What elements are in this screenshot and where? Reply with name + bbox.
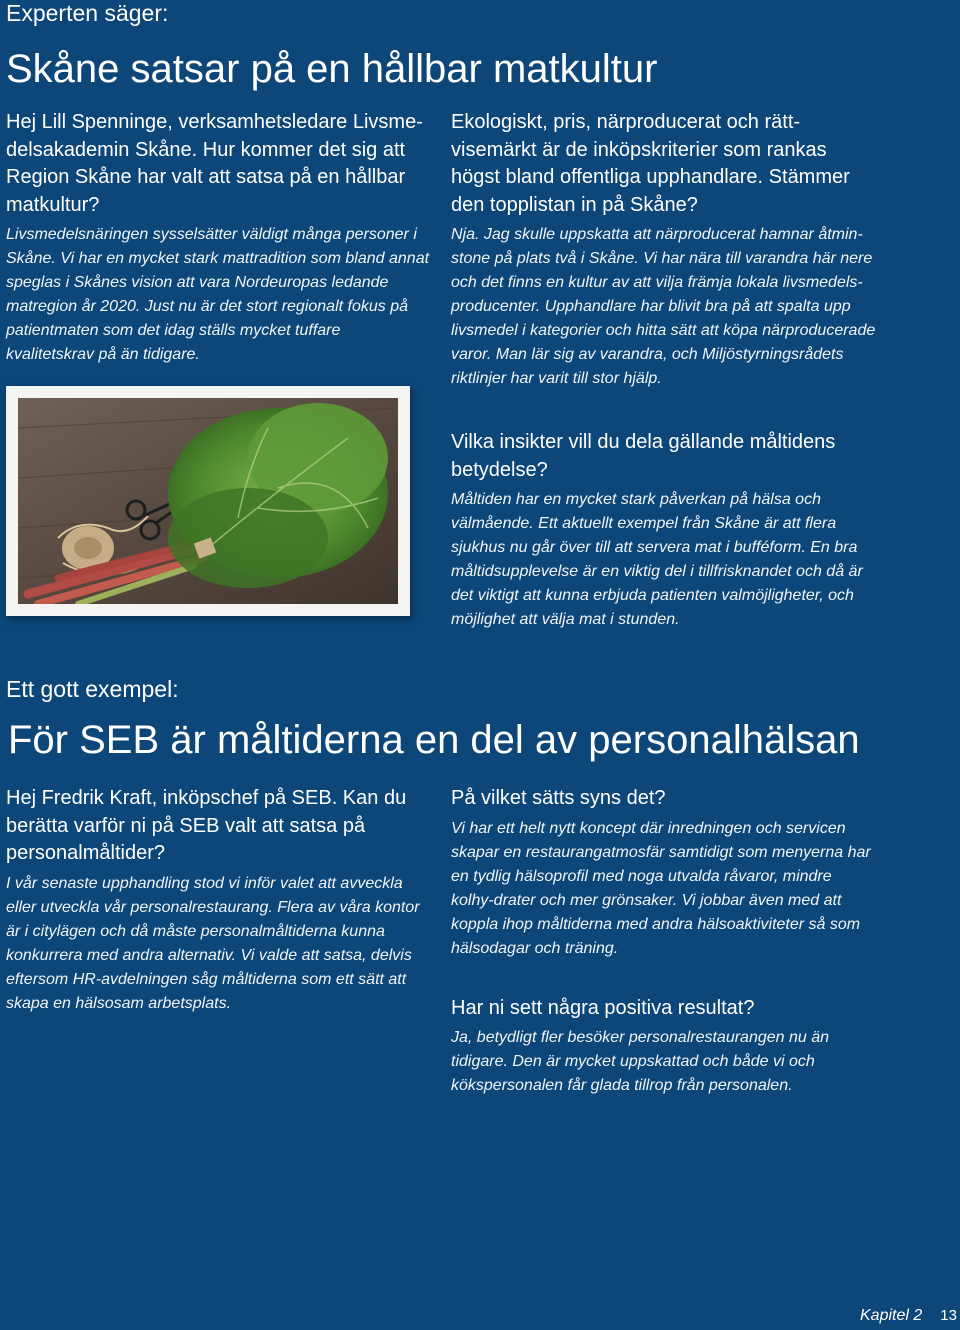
section1-left-column (6, 109, 431, 367)
section2-right-answer-1: Vi har ett helt nytt koncept där inredningen och servicen skapar en restaurangatmosfär samtidigt som menyerna har en tydlig hälsoprofil med noga utvalda råvaror, mindre kolhy-drater och mer grönsaker. Vi jobbar även med att koppla ihop måltiderna med andra hälsoaktiviteter så som hälsodagar och träning. (451, 819, 871, 957)
section1-right-answer-1: Nja. Jag skulle uppskatta att närproducerat hamnar åtmin-stone på plats två i Skåne. Vi har nära till varandra här nere och det finns en kultur av att vilja främja lokala livsmedels-producenter. Upphandlare har blivit bra på att spalta upp livsmedel i kategorier och hitta sätt att köpa närproducerade varor. Man lär sig av varandra, och Miljöstyrningsrådets riktlinjer har varit till stor hjälp. (451, 226, 876, 387)
section2-right-question-1: På vilket sätts syns det? (451, 787, 666, 809)
section2-right-column (451, 785, 876, 1098)
section2-headline: För SEB är måltiderna en del av personalhälsan (8, 718, 860, 762)
section2-kicker: Ett gott exempel: (6, 676, 179, 702)
section1-right-question-1: Ekologiskt, pris, närproducerat och rätt-visemärkt är de inköpskriterier som rankas högst bland offentliga upphandlare. Stämmer den topplistan in på Skåne? (451, 111, 850, 216)
section1-left-answer-1: Livsmedelsnäringen sysselsätter väldigt många personer i Skåne. Vi har en mycket stark mattradition som bland annat speglas i Skånes vision att vara Nordeuropas ledande matregion år 2020. Just nu är det stort regionalt fokus på patientmaten som det idag ställs mycket tuffare kvalitetskrav på än tidigare. (6, 226, 430, 363)
section1-right-question-2: Vilka insikter vill du dela gällande måltidens betydelse? (451, 431, 836, 481)
section2-right-answer-2: Ja, betydligt fler besöker personalrestaurangen nu än tidigare. Den är mycket uppskattad och både vi och kökspersonalen får glada tillrop från personalen. (451, 1029, 830, 1094)
section1-right-answer-2: Måltiden har en mycket stark påverkan på hälsa och välmående. Ett aktuellt exempel från Skåne är att flera sjukhus nu går över till att servera mat i bufféform. En bra måltidsupplevelse är en viktig del i tillfrisknandet och då är det viktigt att kunna erbjuda patienten valmöjligheter, och möjlighet att välja mat i stunden. (451, 491, 863, 628)
page-number: 13 (940, 1307, 957, 1324)
section1-left-question-1: Hej Lill Spenninge, verksamhetsledare Livsme-delsakademin Skåne. Hur kommer det sig att Region Skåne har valt att satsa på en hållbar matkultur? (6, 111, 423, 216)
section2-left-answer-1: I vår senaste upphandling stod vi inför valet att avveckla eller utveckla vår personalrestaurang. Flera av våra kontor är i citylägen och då måste personalmåltiderna kunna konkurrera med andra alternativ. Vi valde att satsa, delvis eftersom HR-avdelningen såg måltiderna som ett sätt att skapa en hälsosam arbetsplats. (6, 874, 420, 1012)
section1-right-column (451, 109, 876, 632)
section2-left-question-1: Hej Fredrik Kraft, inköpschef på SEB. Kan du berätta varför ni på SEB valt att satsa på personalmåltider? (6, 787, 407, 864)
section2-right-question-2: Har ni sett några positiva resultat? (451, 996, 755, 1019)
chapter-label: Kapitel 2 (860, 1307, 923, 1324)
rhubarb-photo-icon (18, 398, 398, 604)
page-footer (860, 1307, 957, 1325)
rhubarb-photo-frame (6, 386, 410, 616)
section1-kicker: Experten säger: (6, 0, 169, 26)
section2-left-column (6, 785, 426, 1016)
section1-headline: Skåne satsar på en hållbar matkultur (6, 47, 658, 91)
